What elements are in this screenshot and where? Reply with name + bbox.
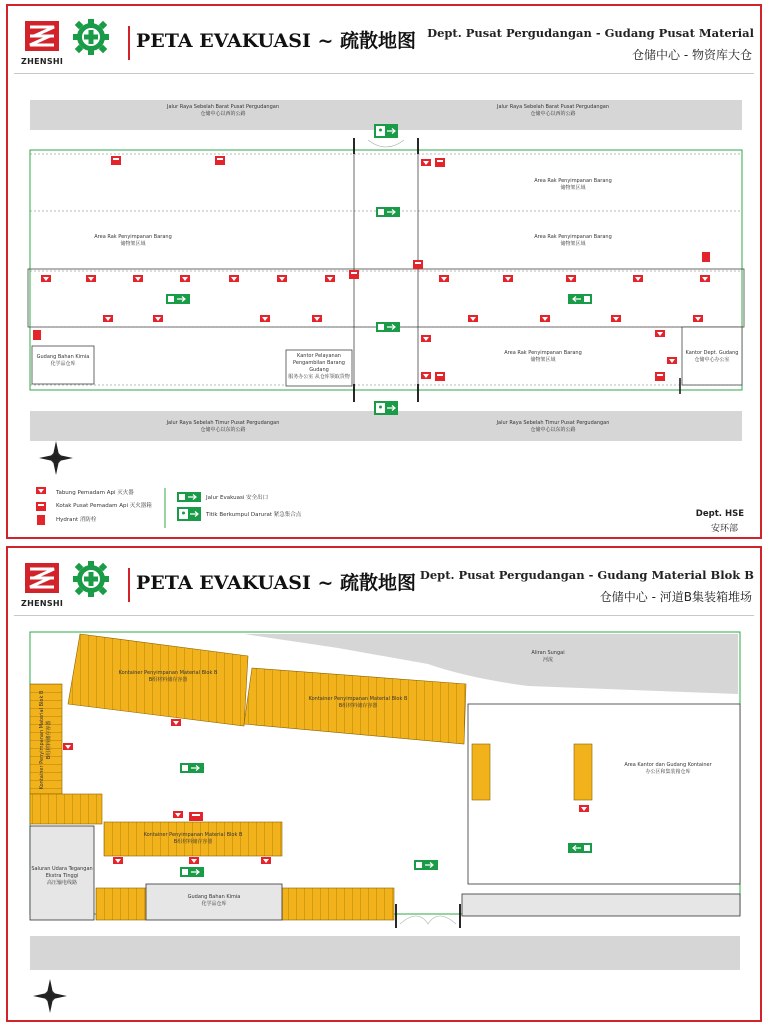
rack-area-mid-left-label: Area Rak Penyimpanan Barang 储物架区域 xyxy=(94,234,172,247)
exit-sign-icon xyxy=(414,860,438,870)
legend-alarm: Kotak Pusat Pemadam Api 灭火器箱 xyxy=(56,503,152,509)
fire-extinguisher-icon xyxy=(113,857,123,864)
fire-alarm-icon xyxy=(413,260,423,269)
rack-area-top-right-label: Area Rak Penyimpanan Barang 储物架区域 xyxy=(534,178,612,191)
fire-extinguisher-icon xyxy=(325,275,335,282)
chemical-store-label: Gudang Bahan Kimia 化学品仓库 xyxy=(36,354,90,367)
fire-alarm-icon xyxy=(435,158,445,167)
fire-extinguisher-icon xyxy=(312,315,322,322)
exit-sign-icon xyxy=(180,763,204,773)
fire-alarm-icon xyxy=(655,372,665,381)
fire-extinguisher-icon xyxy=(133,275,143,282)
fire-extinguisher-icon xyxy=(63,743,73,750)
fire-extinguisher-icon xyxy=(633,275,643,282)
road-bottom-left-label: Jalur Raya Sebelah Timur Pusat Pergudangan 仓储中心以东的公路 xyxy=(166,420,280,433)
assembly-point-icon xyxy=(374,124,398,138)
exit-sign-icon xyxy=(376,322,400,332)
fire-extinguisher-icon xyxy=(439,275,449,282)
fire-extinguisher-icon xyxy=(655,330,665,337)
rack-area-bottom-label: Area Rak Penyimpanan Barang 储物架区域 xyxy=(504,350,582,363)
river-label: Aliran Sungai 河流 xyxy=(531,650,565,663)
department-name-cn: 仓储中心 - 物资库大仓 xyxy=(632,48,752,62)
road-bottom-right-label: Jalur Raya Sebelah Timur Pusat Pergudangan 仓储中心以东的公路 xyxy=(496,420,610,433)
assembly-point-icon xyxy=(177,507,201,521)
fire-extinguisher-icon xyxy=(566,275,576,282)
exit-sign-icon xyxy=(568,294,592,304)
legend-hydrant: Hydrant 消防栓 xyxy=(56,517,97,523)
fire-extinguisher-icon xyxy=(153,315,163,322)
compass-icon xyxy=(33,979,67,1013)
page-title: PETA EVAKUASI ~ 疏散地图 xyxy=(136,30,417,52)
fire-extinguisher-icon xyxy=(700,275,710,282)
fire-extinguisher-icon xyxy=(180,275,190,282)
road-top-right-label: Jalur Raya Sebelah Barat Pusat Pergudangan 仓储中心以西的公路 xyxy=(496,104,609,117)
road-top-left-label: Jalur Raya Sebelah Barat Pusat Pergudangan 仓储中心以西的公路 xyxy=(166,104,279,117)
fire-extinguisher-icon xyxy=(693,315,703,322)
evacuation-map-sheet-1 xyxy=(6,4,762,539)
page-title: PETA EVAKUASI ~ 疏散地图 xyxy=(136,572,417,594)
dept-office-label: Kantor Dept. Gudang 仓储中心办公室 xyxy=(685,350,739,363)
exit-sign-icon xyxy=(568,843,592,853)
floor-plan-1 xyxy=(8,6,760,539)
hydrant-icon xyxy=(702,252,710,262)
fire-extinguisher-icon xyxy=(103,315,113,322)
fire-extinguisher-icon xyxy=(277,275,287,282)
fire-extinguisher-icon xyxy=(579,805,589,812)
department-name: Dept. Pusat Pergudangan - Gudang Pusat Material xyxy=(427,26,754,40)
fire-extinguisher-icon xyxy=(503,275,513,282)
fire-extinguisher-icon xyxy=(189,857,199,864)
exit-sign-icon xyxy=(180,867,204,877)
fire-extinguisher-icon xyxy=(173,811,183,818)
container-bottom-left xyxy=(96,888,146,920)
department-name-cn: 仓储中心 - 河道B集装箱堆场 xyxy=(599,590,752,604)
fire-extinguisher-icon xyxy=(468,315,478,322)
department-name: Dept. Pusat Pergudangan - Gudang Material Blok B xyxy=(419,568,754,582)
road-bottom xyxy=(30,936,740,970)
fire-extinguisher-icon xyxy=(36,487,46,494)
fire-extinguisher-icon xyxy=(86,275,96,282)
container-left-label: Kontainer Penyimpanan Material Blok B B组材料储存容器 xyxy=(39,690,52,790)
fire-alarm-icon xyxy=(189,812,203,821)
fire-alarm-icon xyxy=(349,270,359,279)
legend-assembly: Titik Berkumpul Darurat 紧急集合点 xyxy=(206,512,302,518)
fire-extinguisher-icon xyxy=(540,315,550,322)
compass-icon xyxy=(39,441,73,475)
fire-extinguisher-icon xyxy=(260,315,270,322)
rack-area-mid-right-label: Area Rak Penyimpanan Barang 储物架区域 xyxy=(534,234,612,247)
logo-text: ZHENSHI xyxy=(21,57,64,66)
evacuation-map-sheet-2 xyxy=(6,546,762,1022)
container-bottom-right xyxy=(282,888,394,920)
floor-plan-2 xyxy=(8,548,760,1022)
fire-alarm-icon xyxy=(435,372,445,381)
fire-extinguisher-icon xyxy=(261,857,271,864)
fire-alarm-icon xyxy=(36,502,46,511)
hydrant-icon xyxy=(37,515,45,525)
container-mid-label: Kontainer Penyimpanan Material Blok B B组材料储存容器 xyxy=(143,832,243,845)
exit-sign-icon xyxy=(166,294,190,304)
legend-exit: Jalur Evakuasi 安全出口 xyxy=(206,495,269,501)
fire-extinguisher-icon xyxy=(41,275,51,282)
hv-line-label: Saluran Udara Tegangan Ekstra Tinggi 高压输电线路 xyxy=(31,866,93,886)
fire-extinguisher-icon xyxy=(667,357,677,364)
fire-alarm-icon xyxy=(215,156,225,165)
hydrant-icon xyxy=(33,330,41,340)
hse-department: Dept. HSE xyxy=(695,509,744,519)
container-left-horizontal xyxy=(30,794,102,824)
fire-extinguisher-icon xyxy=(171,719,181,726)
office-area-building xyxy=(468,704,740,884)
chemical-store-label: Gudang Bahan Kimia 化学品仓库 xyxy=(187,894,241,907)
legend-extinguisher: Tabung Pemadam Api 灭火器 xyxy=(56,490,134,496)
assembly-point-icon xyxy=(374,401,398,415)
fire-extinguisher-icon xyxy=(229,275,239,282)
service-office-label: Kantor Pelayanan Pengambilan Barang Gudang 服务办公室 从仓库领取货物 xyxy=(288,353,350,380)
fire-alarm-icon xyxy=(111,156,121,165)
container-block-a-label: Kontainer Penyimpanan Material Blok B B组材料储存容器 xyxy=(118,670,218,683)
hse-department-cn: 安环部 xyxy=(710,524,738,534)
exit-sign-icon xyxy=(177,492,201,502)
fire-extinguisher-icon xyxy=(421,372,431,379)
fire-extinguisher-icon xyxy=(421,335,431,342)
exit-sign-icon xyxy=(376,207,400,217)
logo-text: ZHENSHI xyxy=(21,599,64,608)
container-block-b-label: Kontainer Penyimpanan Material Blok B B组材料储存容器 xyxy=(308,696,408,709)
fire-extinguisher-icon xyxy=(421,159,431,166)
office-area-label: Area Kantor dan Gudang Kontainer 办公区和集装箱仓库 xyxy=(624,762,712,775)
fire-extinguisher-icon xyxy=(611,315,621,322)
bottom-right-building xyxy=(462,894,740,916)
